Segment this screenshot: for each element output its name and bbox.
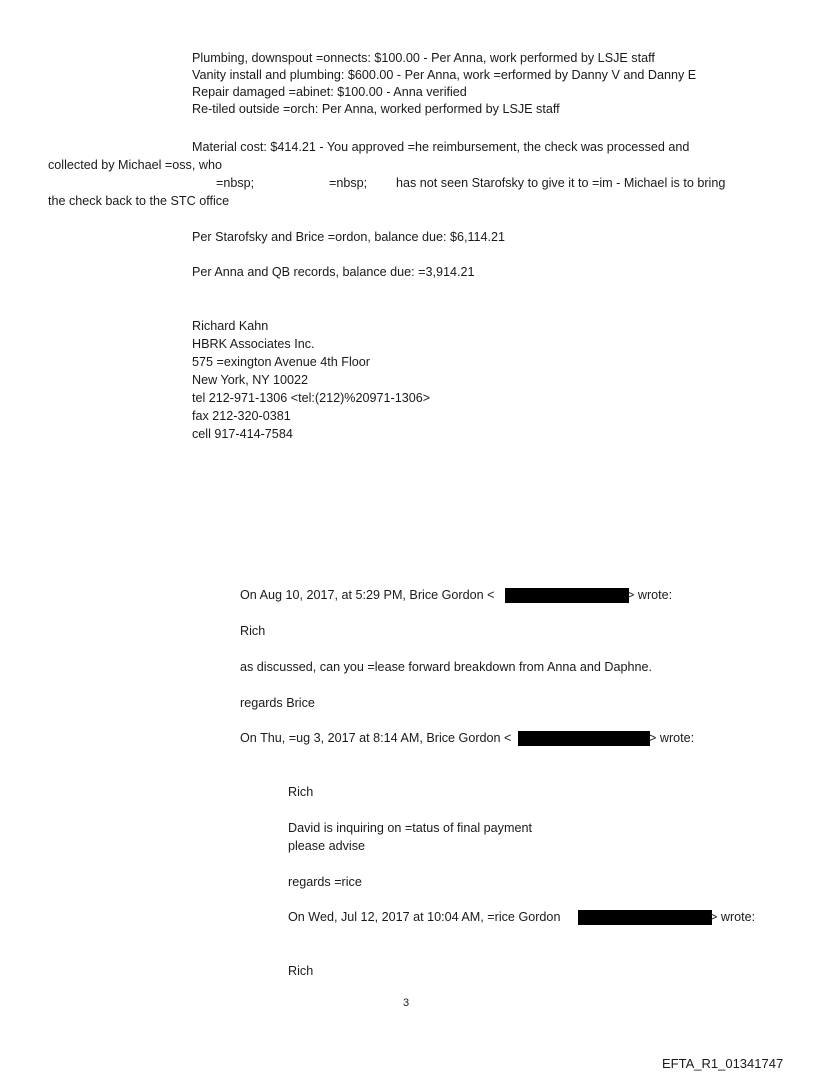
email1-header-start: On Aug 10, 2017, at 5:29 PM, Brice Gordon <	[240, 588, 495, 602]
signature-fax: fax 212-320-0381	[192, 409, 291, 423]
email2-greeting: Rich	[288, 785, 314, 799]
signature-cell: cell 917-414-7584	[192, 427, 293, 441]
email2-closing: regards =rice	[288, 875, 362, 889]
redaction-bar	[505, 588, 629, 603]
email2-header-start: On Thu, =ug 3, 2017 at 8:14 AM, Brice Gordon <	[240, 731, 512, 745]
line-item-plumbing: Plumbing, downspout =onnects: $100.00 - Per Anna, work performed by LSJE staff	[192, 51, 655, 65]
nbsp-entity-1: =nbsp;	[216, 176, 255, 190]
nbsp-entity-2: =nbsp;	[329, 176, 368, 190]
line-item-cabinet: Repair damaged =abinet: $100.00 - Anna verified	[192, 85, 467, 99]
redaction-bar	[518, 731, 650, 746]
line-item-vanity: Vanity install and plumbing: $600.00 - Per Anna, work =erformed by Danny V and Danny E	[192, 68, 697, 82]
email1-closing: regards Brice	[240, 696, 315, 710]
material-cost-line-3: has not seen Starofsky to give it to =im - Michael is to bring	[396, 176, 726, 190]
email2-body-line-2: please advise	[288, 839, 366, 853]
material-cost-line-4: the check back to the STC office	[48, 194, 230, 208]
email1-header-end: > wrote:	[627, 588, 673, 602]
signature-address: 575 =exington Avenue 4th Floor	[192, 355, 370, 369]
material-cost-line-1: Material cost: $414.21 - You approved =he reimbursement, the check was processed and	[192, 140, 690, 154]
redaction-bar	[578, 910, 712, 925]
email1-body: as discussed, can you =lease forward breakdown from Anna and Daphne.	[240, 660, 652, 674]
email1-greeting: Rich	[240, 624, 266, 638]
email3-header-start: On Wed, Jul 12, 2017 at 10:04 AM, =rice Gordon	[288, 910, 561, 924]
signature-company: HBRK Associates Inc.	[192, 337, 315, 351]
email2-header-end: > wrote:	[649, 731, 695, 745]
email2-body-line-1: David is inquiring on =tatus of final payment	[288, 821, 532, 835]
signature-name: Richard Kahn	[192, 319, 269, 333]
bates-number: EFTA_R1_01341747	[662, 1056, 784, 1071]
signature-city: New York, NY 10022	[192, 373, 308, 387]
balance-starofsky: Per Starofsky and Brice =ordon, balance due: $6,114.21	[192, 230, 506, 244]
material-cost-line-2: collected by Michael =oss, who	[48, 158, 222, 172]
signature-tel: tel 212-971-1306 <tel:(212)%20971-1306>	[192, 391, 431, 405]
balance-anna: Per Anna and QB records, balance due: =3,914.21	[192, 265, 475, 279]
line-item-porch: Re-tiled outside =orch: Per Anna, worked performed by LSJE staff	[192, 102, 560, 116]
page-number: 3	[403, 997, 410, 1009]
email3-greeting: Rich	[288, 964, 314, 978]
email3-header-end: > wrote:	[710, 910, 756, 924]
